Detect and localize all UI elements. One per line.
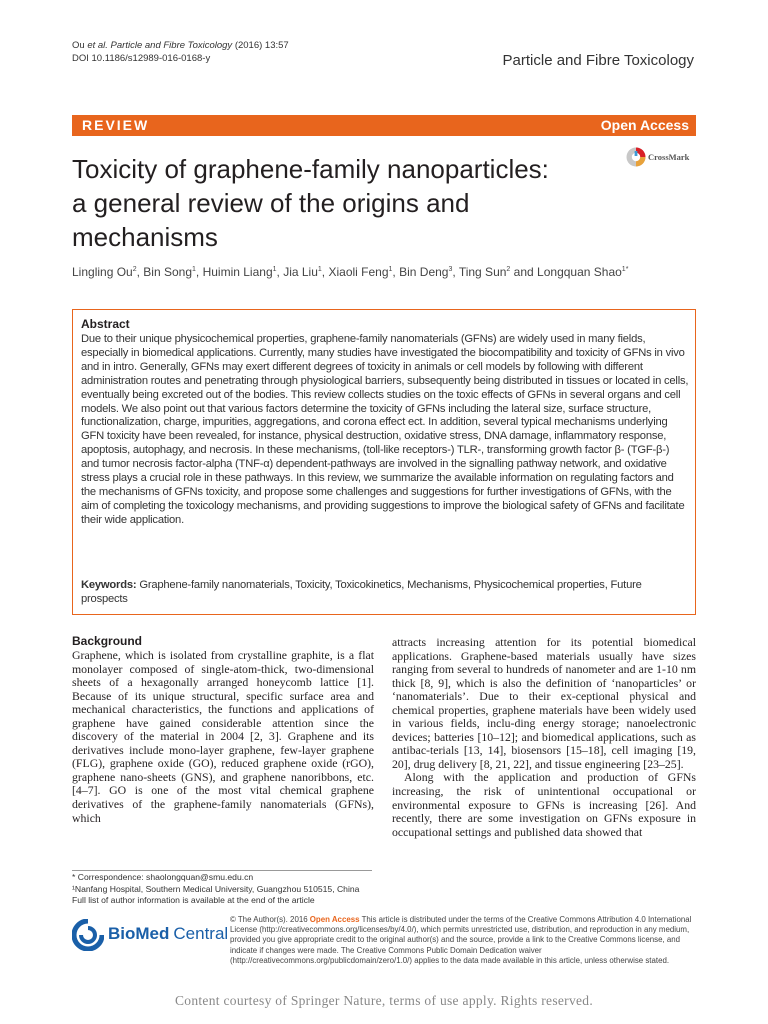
- body-paragraph: Along with the application and production of GFNs increasing, the risk of unintentional occupational or environmental exposure to GFNs is increasing [26]. And recently, there are some investigation on GFNs exposure in occupational settings and published data showed that: [392, 770, 696, 839]
- author[interactable]: Jia Liu$^1$: [283, 265, 322, 279]
- license-copyright: © The Author(s). 2016: [230, 915, 310, 924]
- crossmark-label: CrossMark: [648, 152, 690, 162]
- abstract-text: Due to their unique physicochemical properties, graphene-family nanomaterials (GFNs) are widely used in many fields, especially in biomedical applications. Currently, many studies have investigated the biocompatibility and toxicity of GFNs in vivo and in intro. Generally, GFNs may exert different degrees of toxicity in animals or cell models by following with different administration routes and penetrating through physiological barriers, subsequently being distributed in tissues or located in cells, eventually being excreted out of the bodies. This review collects studies on the toxic effects of GFNs in several organs and cell models. We also point out that various factors determine the toxicity of GFNs including the lateral size, surface structure, functionalization, charge, impurities, aggregations, and corona effect ect. In addition, several typical mechanisms underlying GFN toxicity have been revealed, for instance, physical destruction, oxidative stress, DNA damage, inflammatory response, apoptosis, autophagy, and necrosis. In these mechanisms, (toll-like receptors-) TLR-, transforming growth factor β- (TGF-β-) and tumor necrosis factor-alpha (TNF-α) dependent-pathways are involved in the signalling pathway network, and oxidative stress plays a crucial role in these pathways. In this review, we summarize the available information on regulating factors and the mechanisms of GFNs toxicity, and propose some challenges and suggestions for further investigations of GFNs, with the aim of completing the toxicology mechanisms, and providing suggestions to improve the biological safety of GFNs and facilitate their wide application.: [81, 333, 689, 526]
- biomed-central-icon: [72, 919, 104, 951]
- abstract-heading: Abstract: [81, 317, 130, 331]
- license-open-access: Open Access: [309, 915, 360, 924]
- title-line-2: a general review of the origins and: [72, 188, 470, 218]
- title-line-3: mechanisms: [72, 222, 218, 252]
- author[interactable]: Lingling Ou$^2$: [72, 265, 137, 279]
- citation-author: Ou: [72, 40, 88, 51]
- logo-text-biomed: BioMed: [108, 924, 170, 943]
- authors-and: and: [513, 265, 534, 279]
- citation-line: [72, 40, 289, 52]
- correspondence-email[interactable]: * Correspondence: shaolongquan@smu.edu.cn: [72, 872, 254, 882]
- author-info-note: Full list of author information is available at the end of the article: [72, 895, 315, 906]
- author[interactable]: Longquan Shao$^{1*}$: [537, 265, 629, 279]
- section-heading-background: Background: [72, 634, 143, 648]
- citation-year: (2016) 13:57: [232, 40, 289, 51]
- keywords-list: Graphene-family nanomaterials, Toxicity, Toxicokinetics, Mechanisms, Physicochemical properties, Future prospects: [81, 579, 642, 605]
- body-paragraph: Graphene, which is isolated from crystalline graphite, is a flat monolayer composed of single-atom-thick, two-dimensional sheets of a hexagonally arranged honeycomb lattice [1]. Because of its unique structural, specific surface area and mechanical characteristics, the functions and applications of graphene have gained considerable attention since the discovery of the material in 2004 [2, 3]. Graphene and its derivatives include mono-layer graphene, few-layer graphene (FLG), graphene oxide (GO), reduced graphene oxide (rGO), graphene nano-sheets (GNS), and graphene nanoribbons, etc. [4–7]. GO is one of the most vital chemical graphene derivatives of the graphene-family nanomaterials (GFNs), which: [72, 648, 374, 825]
- body-column-left: [72, 649, 374, 825]
- title-line-1: Toxicity of graphene-family nanoparticles:: [72, 154, 549, 184]
- review-banner: [72, 115, 696, 136]
- author-list: Lingling Ou$^2$, Bin Song$^1$, Huimin Liang$^1$, Jia Liu$^1$, Xiaoli Feng$^1$, Bin Deng$^3$, Ting Sun$^2$ and Longquan Shao$^{1*}$: [72, 265, 629, 279]
- license-notice: [230, 915, 700, 966]
- footnotes: [72, 872, 382, 907]
- abstract-box: [72, 309, 696, 615]
- author[interactable]: Xiaoli Feng$^1$: [328, 265, 393, 279]
- biomed-central-logo[interactable]: [72, 917, 229, 953]
- crossmark-badge[interactable]: [626, 146, 698, 168]
- keywords-label: Keywords:: [81, 579, 137, 591]
- open-access-label: Open Access: [600, 117, 689, 133]
- author[interactable]: Bin Deng$^3$: [399, 265, 453, 279]
- author[interactable]: Huimin Liang$^1$: [202, 265, 277, 279]
- citation-journal: Particle and Fibre Toxicology: [107, 40, 233, 51]
- courtesy-footer: Content courtesy of Springer Nature, terms of use apply. Rights reserved.: [174, 993, 594, 1008]
- body-paragraph: attracts increasing attention for its potential biomedical applications. Graphene-based materials usually have sizes ranging from several to hundreds of nanometer and are 1-10 nm thick [8, 9], which is also the definition of ‘nanoparticles’ or ‘nanomaterials’. Due to their ex-ceptional physical and chemical properties, graphene materials have been widely used in various fields, inclu-ding energy storage; nanoelectronic devices; batteries [10–12]; and biomedical applications, such as antibac-terials [13, 14], biosensors [15–18], cell imaging [19, 20], drug delivery [8, 21, 22], and tissue engineering [23–25].: [392, 635, 696, 771]
- footnote-divider: [72, 870, 372, 871]
- body-column-right: [392, 636, 696, 839]
- journal-name: Particle and Fibre Toxicology: [502, 52, 694, 69]
- logo-text-central: Central: [173, 924, 229, 943]
- author[interactable]: Ting Sun$^2$: [458, 265, 511, 279]
- doi[interactable]: DOI 10.1186/s12989-016-0168-y: [72, 53, 211, 64]
- author[interactable]: Bin Song$^1$: [143, 265, 196, 279]
- affiliation: ¹Nanfang Hospital, Southern Medical University, Guangzhou 510515, China: [72, 883, 360, 894]
- review-label: REVIEW: [82, 117, 150, 133]
- license-body: This article is distributed under the terms of the Creative Commons Attribution 4.0 International License (http://creativecommons.org/licenses/by/4.0/), which permits unrestricted use, distribution, and reproduction in any medium, provided you give appropriate credit to the original author(s) and the source, provide a link to the Creative Commons license, and indicate if changes were made. The Creative Commons Public Domain Dedication waiver (http://creativecommons.org/publicdomain/zero/1.0/) applies to the data made available in this article, unless otherwise stated.: [230, 915, 692, 965]
- citation-etal: et al.: [87, 40, 108, 51]
- keywords: [81, 579, 689, 607]
- article-title: [72, 152, 632, 254]
